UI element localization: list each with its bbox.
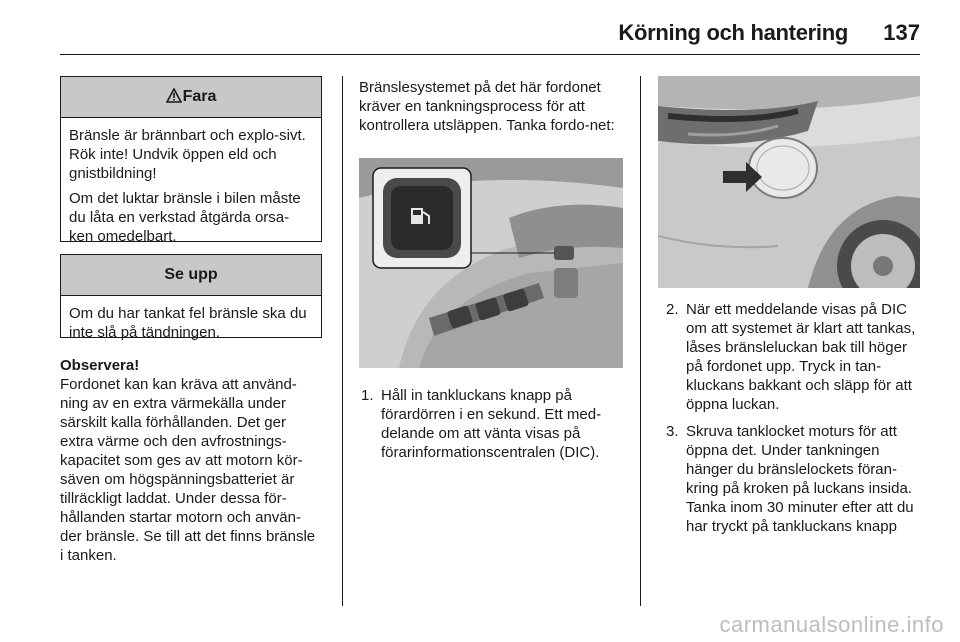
step-number: 1. — [361, 387, 374, 404]
danger-box — [60, 76, 322, 245]
steps-list-1 — [359, 386, 623, 462]
step-number: 3. — [666, 423, 679, 440]
watermark: carmanualsonline.info — [719, 612, 944, 637]
door-button-figure — [359, 158, 623, 368]
note-body: Fordonet kan kan kräva att använd-ning av en extra värmekälla under särskilt kalla förhållanden. Det ger extra värme och den avfrostnings-kapacitet som ges av att motorn kör-säven om högspänningsbatteriet är tillräckligt laddat. Under dessa för-hållanden startar motorn och använ-der bränsle. Se till att det finns bränsle i tanken. — [60, 376, 316, 564]
danger-box-body — [61, 118, 321, 254]
middle-column — [359, 78, 623, 135]
caution-box-header — [61, 255, 321, 296]
list-item — [359, 386, 623, 462]
page-number: 137 — [883, 20, 920, 45]
steps-list-2 — [664, 300, 926, 536]
fuel-door-figure — [658, 76, 920, 288]
step-text: När ett meddelande visas på DIC om att systemet är klart att tankas, låses bränsleluckan bak till höger på fordonet upp. Tryck in tan-kluckans bakkant och släpp för att öppna luckan. — [686, 301, 916, 413]
middle-steps — [359, 386, 623, 470]
left-column — [60, 76, 322, 565]
section-title: Körning och hantering — [618, 20, 848, 45]
step-text: Skruva tanklocket moturs för att öppna det. Under tankningen hänger du bränslelockets föran-kring på kroken på luckans insida. Tanka inom 30 minuter efter att du har tryckt på tankluckans knapp — [686, 423, 914, 535]
danger-box-title: Fara — [182, 88, 217, 105]
column-divider-1 — [342, 76, 343, 606]
step-number: 2. — [666, 301, 679, 318]
list-item — [664, 300, 926, 414]
caution-box-body — [61, 296, 321, 350]
list-item — [664, 422, 926, 536]
danger-paragraph: Bränsle är brännbart och explo-sivt. Rök inte! Undvik öppen eld och gnistbildning! — [69, 127, 306, 182]
right-steps — [664, 300, 926, 544]
warning-triangle-icon — [166, 79, 182, 119]
caution-paragraph: Om du har tankat fel bränsle ska du inte slå på tändningen. — [69, 305, 307, 341]
caution-box — [60, 254, 322, 341]
danger-paragraph: Om det luktar bränsle i bilen måste du låta en verkstad åtgärda orsa-ken omedelbart. — [69, 190, 301, 245]
note-block — [60, 356, 322, 565]
caution-box-title: Se upp — [164, 266, 218, 283]
column-divider-2 — [640, 76, 641, 606]
step-text: Håll in tankluckans knapp på förardörren i en sekund. Ett med-delande om att vänta visas på förarinformationscentralen (DIC). — [381, 387, 602, 461]
danger-box-header — [61, 77, 321, 118]
page-header — [60, 14, 920, 55]
intro-paragraph: Bränslesystemet på det här fordonet kräver en tankningsprocess för att kontrollera utsläppen. Tanka fordo-net: — [359, 79, 615, 134]
note-title: Observera! — [60, 357, 140, 374]
